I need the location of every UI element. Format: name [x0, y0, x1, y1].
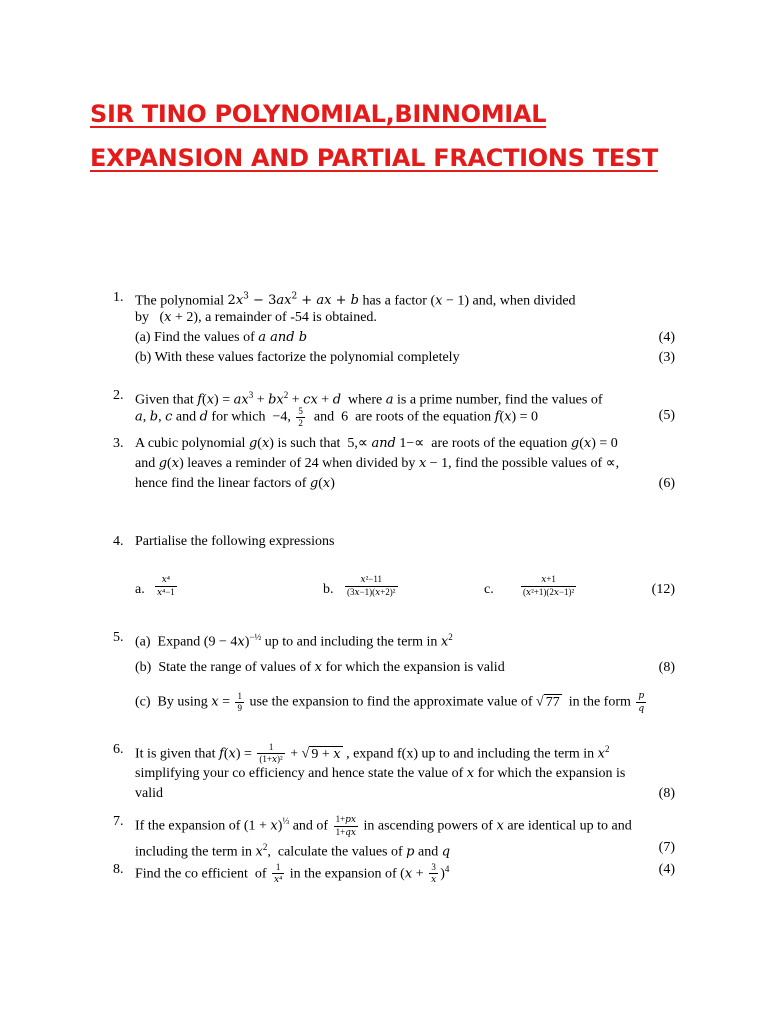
- question-number: 3.: [113, 436, 124, 451]
- title-line-2: EXPANSION AND PARTIAL FRACTIONS TEST: [90, 144, 658, 172]
- question-number: 5.: [113, 630, 124, 645]
- q1-line-2: by (x + 2), a remainder of -54 is obtained.: [135, 310, 377, 325]
- question-number: 4.: [113, 534, 124, 549]
- test-title: [90, 92, 658, 180]
- question-number: 2.: [113, 388, 124, 403]
- question-number: 8.: [113, 862, 124, 877]
- q1-line-1: The polynomial $2x^3 - 3ax^2$ + ax + b has a factor (x − 1) and, when divided: [135, 292, 576, 309]
- question-number: 6.: [113, 742, 124, 757]
- q4-expressions: a. $\frac{\text{x⁴}}{\text{x⁴−1}}$ b. $\frac{\text{x²−11}}{\text{(3x−1)(x+2)²}}$ c. $\frac{x+1}{\text{(x²+1)(2x−1)²}}$ (12): [135, 574, 675, 598]
- question-number: 7.: [113, 814, 124, 829]
- q1-part-b: (b) With these values factorize the polynomial completely (3): [135, 350, 675, 365]
- title-line-1: SIR TINO POLYNOMIAL,BINNOMIAL: [90, 100, 547, 128]
- q1-part-a: (a) Find the values of a and b (4): [135, 330, 675, 345]
- question-number: 1.: [113, 290, 124, 305]
